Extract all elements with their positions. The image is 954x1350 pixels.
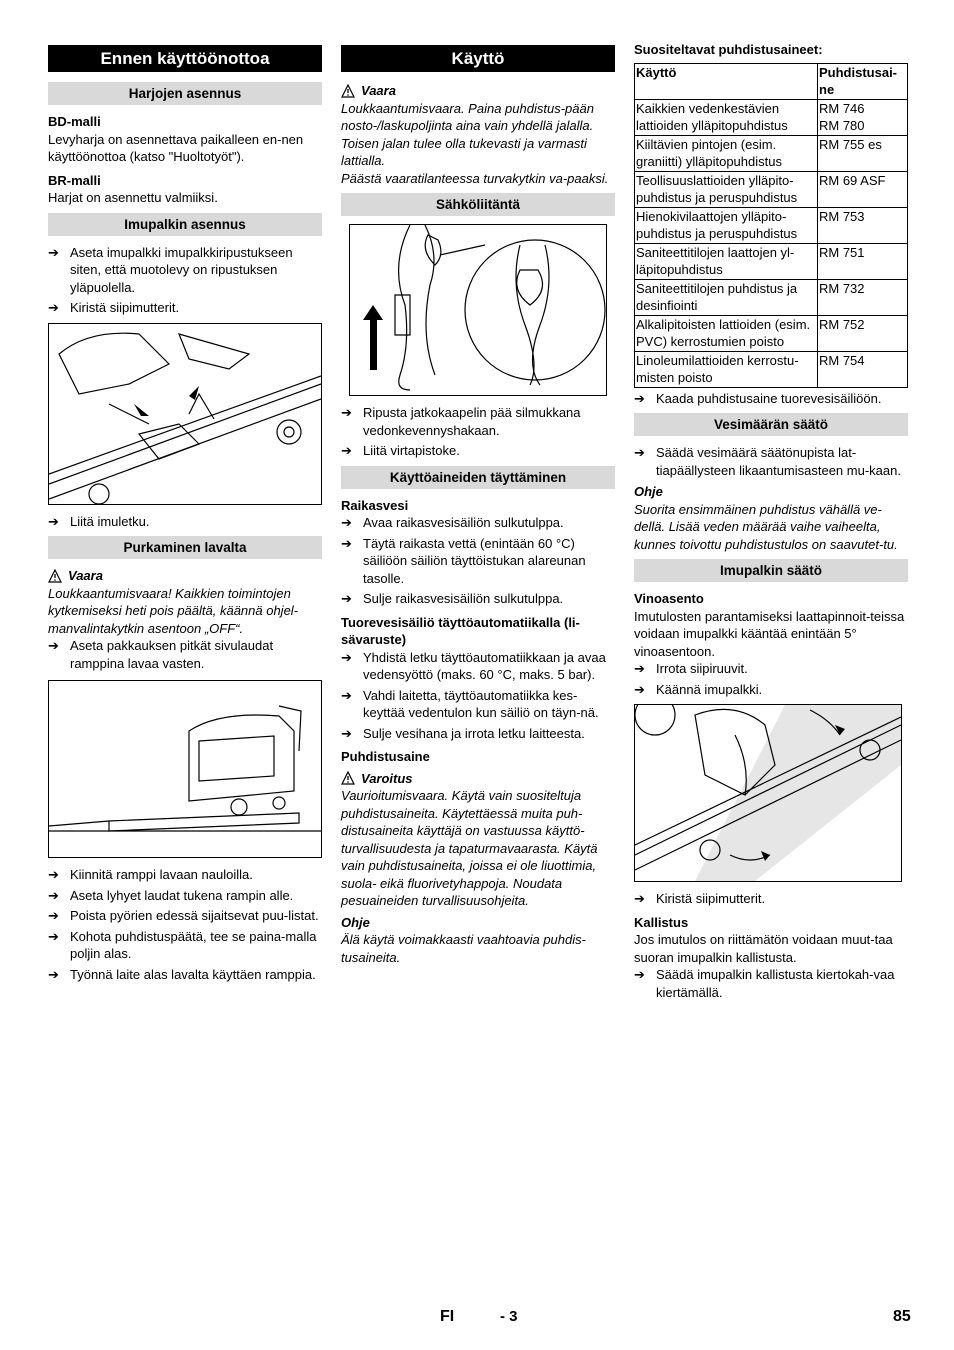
step-item: ➔ Aseta pakkauksen pitkät sivulaudat ramppina lavaa vasten.	[48, 638, 274, 671]
table-cell-detergent: RM 753	[818, 207, 908, 243]
arrow-icon: ➔	[634, 681, 645, 697]
warning-label: Vaara	[48, 567, 322, 585]
step-item: ➔ Sulje raikasvesisäiliön sulkutulppa.	[341, 591, 564, 606]
arrow-icon: ➔	[634, 967, 645, 982]
footer-page-number: 85	[893, 1308, 911, 1325]
note-label: Ohje	[634, 484, 663, 499]
table-body	[635, 99, 908, 387]
step-item: ➔ Avaa raikasvesisäiliön sulkutulppa.	[341, 515, 564, 530]
table-row	[635, 99, 908, 135]
caution-label: Varoitus	[341, 770, 615, 788]
unload-pallet-illustration	[49, 681, 321, 857]
footer-language: FI	[440, 1308, 455, 1325]
auto-fill-label: Tuorevesisäiliö täyttöautomatiikalla (li-sävaruste)	[341, 614, 580, 647]
tilt-label: Kallistus	[634, 914, 689, 930]
squeegee-adjust-illustration	[635, 705, 901, 881]
step-item: ➔ Kaada puhdistusaine tuorevesisäiliöön.	[634, 390, 882, 406]
arrow-icon: ➔	[634, 390, 645, 406]
heading-water-amount: Vesimäärän säätö	[634, 413, 908, 436]
arrow-icon: ➔	[341, 535, 352, 551]
figure-squeegee-install	[48, 323, 322, 505]
table-cell-detergent: RM 746 RM 780	[818, 99, 908, 135]
arrow-icon: ➔	[48, 887, 59, 903]
detergent-table	[634, 63, 908, 388]
fresh-water-label: Raikasvesi	[341, 497, 409, 513]
bd-model-text: Levyharja on asennettava paikalleen en-nen käyttöönottoa (katso "Huoltotyöt").	[48, 131, 304, 164]
footer-local-page: - 3	[500, 1308, 518, 1325]
step-item: ➔ Kiinnitä ramppi lavaan nauloilla.	[48, 867, 253, 882]
arrow-icon: ➔	[341, 405, 352, 420]
table-cell-detergent: RM 751	[818, 243, 908, 279]
table-cell-detergent: RM 752	[818, 315, 908, 351]
table-header-cell: Käyttö	[635, 63, 818, 99]
heading-power: Sähköliitäntä	[341, 193, 615, 216]
step-item: ➔ Aseta lyhyet laudat tukena rampin alle.	[48, 887, 294, 903]
column-2	[341, 45, 615, 966]
arrow-icon: ➔	[48, 928, 59, 944]
table-cell-detergent: RM 69 ASF	[818, 171, 908, 207]
arrow-icon: ➔	[48, 300, 59, 315]
warning-text: Loukkaantumisvaara! Kaikkien toimintojen kytkemiseksi heti pois päältä, käännä ohjel-manvalintakytkin asentoon „OFF“.	[48, 585, 299, 636]
arrow-icon: ➔	[48, 513, 59, 529]
table-cell-usage: Teollisuuslattioiden ylläpito-puhdistus ja peruspuhdistus	[635, 171, 818, 207]
note-text: Suorita ensimmäinen puhdistus vähällä ve-dellä. Lisää veden määrää vaihe vaiheelta, kunnes toivottu puhdistustulos on saavutet-tu.	[634, 501, 898, 552]
note-text: Älä käytä voimakkaasti vaahtoavia puhdis-tusaineita.	[341, 932, 586, 965]
figure-power-cable	[349, 224, 607, 396]
caution-text: Vaurioitumisvaara. Käytä vain suositeltuja puhdistusaineita. Käytettäessä muita puh-distusaineita käyttäjä on vastuussa käyttö-turvallisuudesta ja tapaturmavaarasta. Käytä vain puhdistusaineita, joissa ei ole liuottimia, suola- eikä fluorivetyhappoja. Noudata pesuaineiden turvallisuusohjeita.	[341, 788, 598, 908]
table-row	[635, 279, 908, 315]
step-item: ➔ Täytä raikasta vettä (enintään 60 °C) säiliöön säiliön täyttöistukan alareunan tasolle.	[341, 535, 586, 586]
heading-brushes: Harjojen asennus	[48, 82, 322, 105]
arrow-icon: ➔	[48, 638, 59, 653]
table-cell-detergent: RM 754	[818, 351, 908, 387]
table-cell-usage: Alkalipitoisten lattioiden (esim. PVC) kerrostumien poisto	[635, 315, 818, 351]
arrow-icon: ➔	[48, 908, 59, 923]
power-cable-illustration	[350, 225, 606, 395]
figure-unload-pallet	[48, 680, 322, 858]
step-item: ➔ Vahdi laitetta, täyttöautomatiikka kes-keyttää vedentulon kun säiliö on täyn-nä.	[341, 687, 599, 720]
heading-unload: Purkaminen lavalta	[48, 536, 322, 559]
step-item: ➔ Liitä virtapistoke.	[341, 443, 460, 458]
warning-triangle-icon	[48, 569, 62, 583]
arrow-icon: ➔	[341, 725, 352, 741]
arrow-icon: ➔	[48, 244, 59, 260]
table-header-row	[635, 63, 908, 99]
table-row	[635, 135, 908, 171]
table-row	[635, 207, 908, 243]
bd-model-label: BD-malli	[48, 114, 101, 129]
heading-squeegee-adjust: Imupalkin säätö	[634, 559, 908, 582]
br-model-text: Harjat on asennettu valmiiksi.	[48, 190, 218, 205]
arrow-icon: ➔	[341, 649, 352, 665]
arrow-icon: ➔	[634, 891, 645, 906]
table-cell-usage: Kiiltävien pintojen (esim. graniitti) ylläpitopuhdistus	[635, 135, 818, 171]
heading-fill-consumables: Käyttöaineiden täyttäminen	[341, 466, 615, 489]
table-header-cell: Puhdistusai-ne	[818, 63, 908, 99]
table-cell-detergent: RM 755 es	[818, 135, 908, 171]
angle-label: Vinoasento	[634, 591, 704, 606]
arrow-icon: ➔	[48, 867, 59, 882]
detergent-table-title: Suositeltavat puhdistusaineet:	[634, 42, 823, 57]
step-item: ➔ Kiristä siipimutterit.	[634, 891, 766, 906]
step-item: ➔ Ripusta jatkokaapelin pää silmukkana vedonkevennyshakaan.	[341, 405, 581, 438]
arrow-icon: ➔	[634, 445, 645, 460]
arrow-icon: ➔	[341, 591, 352, 606]
step-item: ➔ Säädä vesimäärä säätönupista lat-tiapäällysteen likaantumisasteen mu-kaan.	[634, 445, 901, 478]
step-item: ➔ Kiristä siipimutterit.	[48, 300, 180, 315]
column-1	[48, 45, 322, 986]
arrow-icon: ➔	[634, 661, 645, 676]
warning-triangle-icon	[341, 84, 355, 98]
step-item: ➔ Aseta imupalkki imupalkkiripustukseen siten, että muotolevy on ripustuksen yläpuolella.	[48, 244, 293, 295]
step-item: ➔ Kohota puhdistuspäätä, tee se paina-malla poljin alas.	[48, 928, 317, 961]
step-item: ➔ Työnnä laite alas lavalta käyttäen ramppia.	[48, 966, 316, 982]
step-item: ➔ Säädä imupalkin kallistusta kiertokah-vaa kiertämällä.	[634, 967, 895, 1000]
table-row	[635, 315, 908, 351]
table-cell-usage: Kaikkien vedenkestävien lattioiden ylläpitopuhdistus	[635, 99, 818, 135]
table-cell-usage: Linoleumilattioiden kerrostu-misten poisto	[635, 351, 818, 387]
step-item: ➔ Poista pyörien edessä sijaitsevat puu-listat.	[48, 908, 319, 923]
arrow-icon: ➔	[341, 687, 352, 703]
table-cell-usage: Saniteettitilojen laattojen yl-läpitopuhdistus	[635, 243, 818, 279]
section-title-before-use: Ennen käyttöönottoa	[48, 45, 322, 72]
step-item: ➔ Liitä imuletku.	[48, 513, 150, 529]
warning-text-2: Päästä vaaratilanteessa turvakytkin va-paaksi.	[341, 170, 609, 186]
detergent-label: Puhdistusaine	[341, 749, 430, 764]
heading-squeegee-install: Imupalkin asennus	[48, 213, 322, 236]
arrow-icon: ➔	[341, 443, 352, 458]
table-cell-detergent: RM 732	[818, 279, 908, 315]
angle-text: Imutulosten parantamiseksi laattapinnoit-teissa voidaan imupalkki kääntää enintään 5° vinoasentoon.	[634, 608, 905, 659]
warning-label: Vaara	[341, 82, 615, 100]
table-row	[635, 171, 908, 207]
warning-text: Loukkaantumisvaara. Paina puhdistus-pään nosto-/laskupoljinta aina vain yhdellä jalalla. Toisen jalan tulee olla tukevasti ja varmasti lattialla.	[341, 100, 594, 168]
arrow-icon: ➔	[341, 515, 352, 530]
br-model-label: BR-malli	[48, 172, 101, 188]
tilt-text: Jos imutulos on riittämätön voidaan muut-taa suoran imupalkin kallistusta.	[634, 932, 893, 965]
warning-triangle-icon	[341, 771, 355, 785]
arrow-icon: ➔	[48, 966, 59, 982]
step-item: ➔ Käännä imupalkki.	[634, 681, 763, 697]
step-item: ➔ Yhdistä letku täyttöautomatiikkaan ja avaa vedensyöttö (maks. 60 °C, maks. 5 bar).	[341, 649, 606, 682]
table-cell-usage: Saniteettitilojen puhdistus ja desinfiointi	[635, 279, 818, 315]
table-row	[635, 351, 908, 387]
table-cell-usage: Hienokivilaattojen ylläpito-puhdistus ja peruspuhdistus	[635, 207, 818, 243]
note-label: Ohje	[341, 914, 370, 930]
figure-squeegee-adjust	[634, 704, 902, 882]
squeegee-install-illustration	[49, 324, 321, 504]
section-title-operation: Käyttö	[341, 45, 615, 72]
column-3	[634, 42, 908, 1004]
step-item: ➔ Sulje vesihana ja irrota letku laitteesta.	[341, 725, 585, 741]
table-row	[635, 243, 908, 279]
step-item: ➔ Irrota siipiruuvit.	[634, 661, 748, 676]
